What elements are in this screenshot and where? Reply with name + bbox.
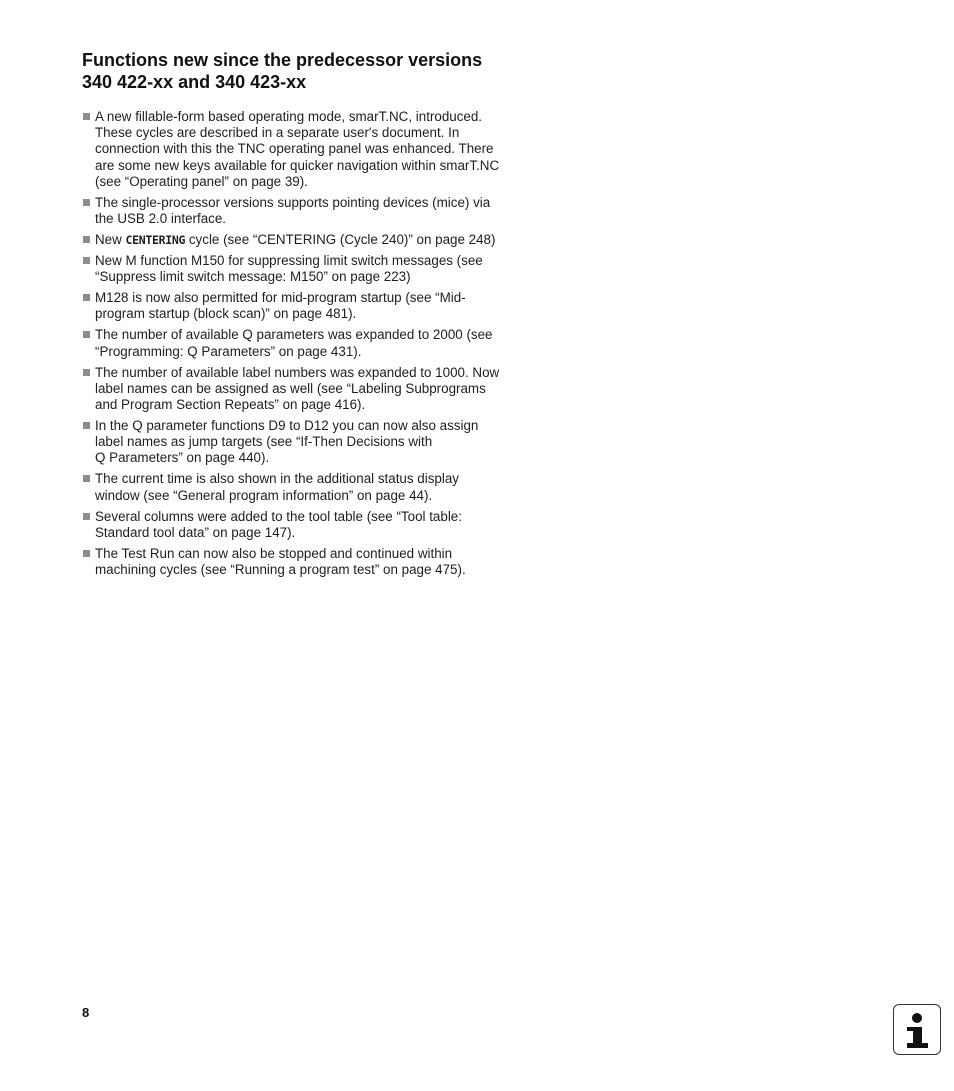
bullet-square-icon bbox=[83, 236, 90, 243]
bullet-square-icon bbox=[83, 475, 90, 482]
cycle-name-code: CENTERING bbox=[125, 233, 186, 248]
list-item bbox=[82, 471, 532, 503]
bullet-square-icon bbox=[83, 369, 90, 376]
list-item-line: M128 is now also permitted for mid-program startup (see “Mid- bbox=[95, 290, 466, 306]
list-item-line: Several columns were added to the tool table (see “Tool table: bbox=[95, 508, 462, 524]
list-item-line: A new fillable-form based operating mode, smarT.NC, introduced. bbox=[95, 109, 483, 124]
bullet-square-icon bbox=[83, 113, 90, 120]
bullet-square-icon bbox=[83, 257, 90, 264]
list-item-line: The current time is also shown in the additional status display bbox=[95, 471, 459, 487]
list-item bbox=[82, 290, 532, 322]
list-item bbox=[82, 546, 532, 578]
list-item-line: These cycles are described in a separate user's document. In bbox=[95, 125, 460, 141]
list-item-line: “Suppress limit switch message: M150” on page 223) bbox=[95, 269, 411, 285]
info-icon-base bbox=[907, 1043, 928, 1048]
info-icon bbox=[893, 1004, 941, 1055]
bullet-square-icon bbox=[83, 422, 90, 429]
list-item-line: The number of available label numbers was expanded to 1000. Now bbox=[95, 364, 500, 380]
bullet-square-icon bbox=[83, 513, 90, 520]
list-item-line: label names as jump targets (see “If-Then Decisions with bbox=[95, 434, 433, 450]
heading-line-2: 340 422-xx and 340 423-xx bbox=[82, 72, 307, 92]
bullet-square-icon bbox=[83, 294, 90, 301]
list-item-line: machining cycles (see “Running a program test” on page 475). bbox=[95, 562, 466, 578]
list-item bbox=[82, 327, 532, 359]
list-item bbox=[82, 253, 532, 285]
list-item-line: connection with this the TNC operating panel was enhanced. There bbox=[95, 141, 494, 157]
list-item-line: and Program Section Repeats” on page 416). bbox=[95, 397, 366, 413]
list-item-line: The single-processor versions supports pointing devices (mice) via bbox=[95, 194, 491, 210]
list-item-line: program startup (block scan)” on page 481). bbox=[95, 306, 357, 322]
list-item bbox=[82, 109, 532, 190]
list-item-line: (see “Operating panel” on page 39). bbox=[95, 173, 308, 189]
list-item-line: window (see “General program information” on page 44). bbox=[95, 487, 433, 503]
page-number: 8 bbox=[82, 1005, 90, 1020]
list-item-line: “Programming: Q Parameters” on page 431). bbox=[95, 343, 362, 359]
list-item-line: The number of available Q parameters was expanded to 2000 (see bbox=[95, 327, 493, 343]
section-heading bbox=[82, 49, 552, 93]
list-item-line: label names can be assigned as well (see “Labeling Subprograms bbox=[95, 380, 486, 396]
list-item-line: In the Q parameter functions D9 to D12 you can now also assign bbox=[95, 418, 479, 434]
heading-line-1: Functions new since the predecessor versions bbox=[82, 50, 483, 70]
list-item-line: Standard tool data” on page 147). bbox=[95, 524, 296, 540]
list-item bbox=[82, 365, 532, 414]
bullet-square-icon bbox=[83, 331, 90, 338]
list-item-line: are some new keys available for quicker navigation within smarT.NC bbox=[95, 157, 500, 173]
list-item-line: the USB 2.0 interface. bbox=[95, 211, 227, 227]
info-icon-dot bbox=[912, 1013, 922, 1023]
list-item bbox=[82, 509, 532, 541]
bullet-square-icon bbox=[83, 199, 90, 206]
list-item-line: New M function M150 for suppressing limit switch messages (see bbox=[95, 253, 483, 269]
list-item bbox=[82, 418, 532, 467]
list-item bbox=[82, 195, 532, 227]
list-item-line: Q Parameters” on page 440). bbox=[95, 450, 270, 466]
list-item bbox=[82, 232, 532, 248]
list-item-line: The Test Run can now also be stopped and continued within bbox=[95, 545, 453, 561]
feature-list bbox=[82, 109, 532, 583]
list-item-text: cycle (see “CENTERING (Cycle 240)” on page 248) bbox=[185, 232, 496, 248]
bullet-square-icon bbox=[83, 550, 90, 557]
list-item-text: New bbox=[95, 232, 126, 248]
